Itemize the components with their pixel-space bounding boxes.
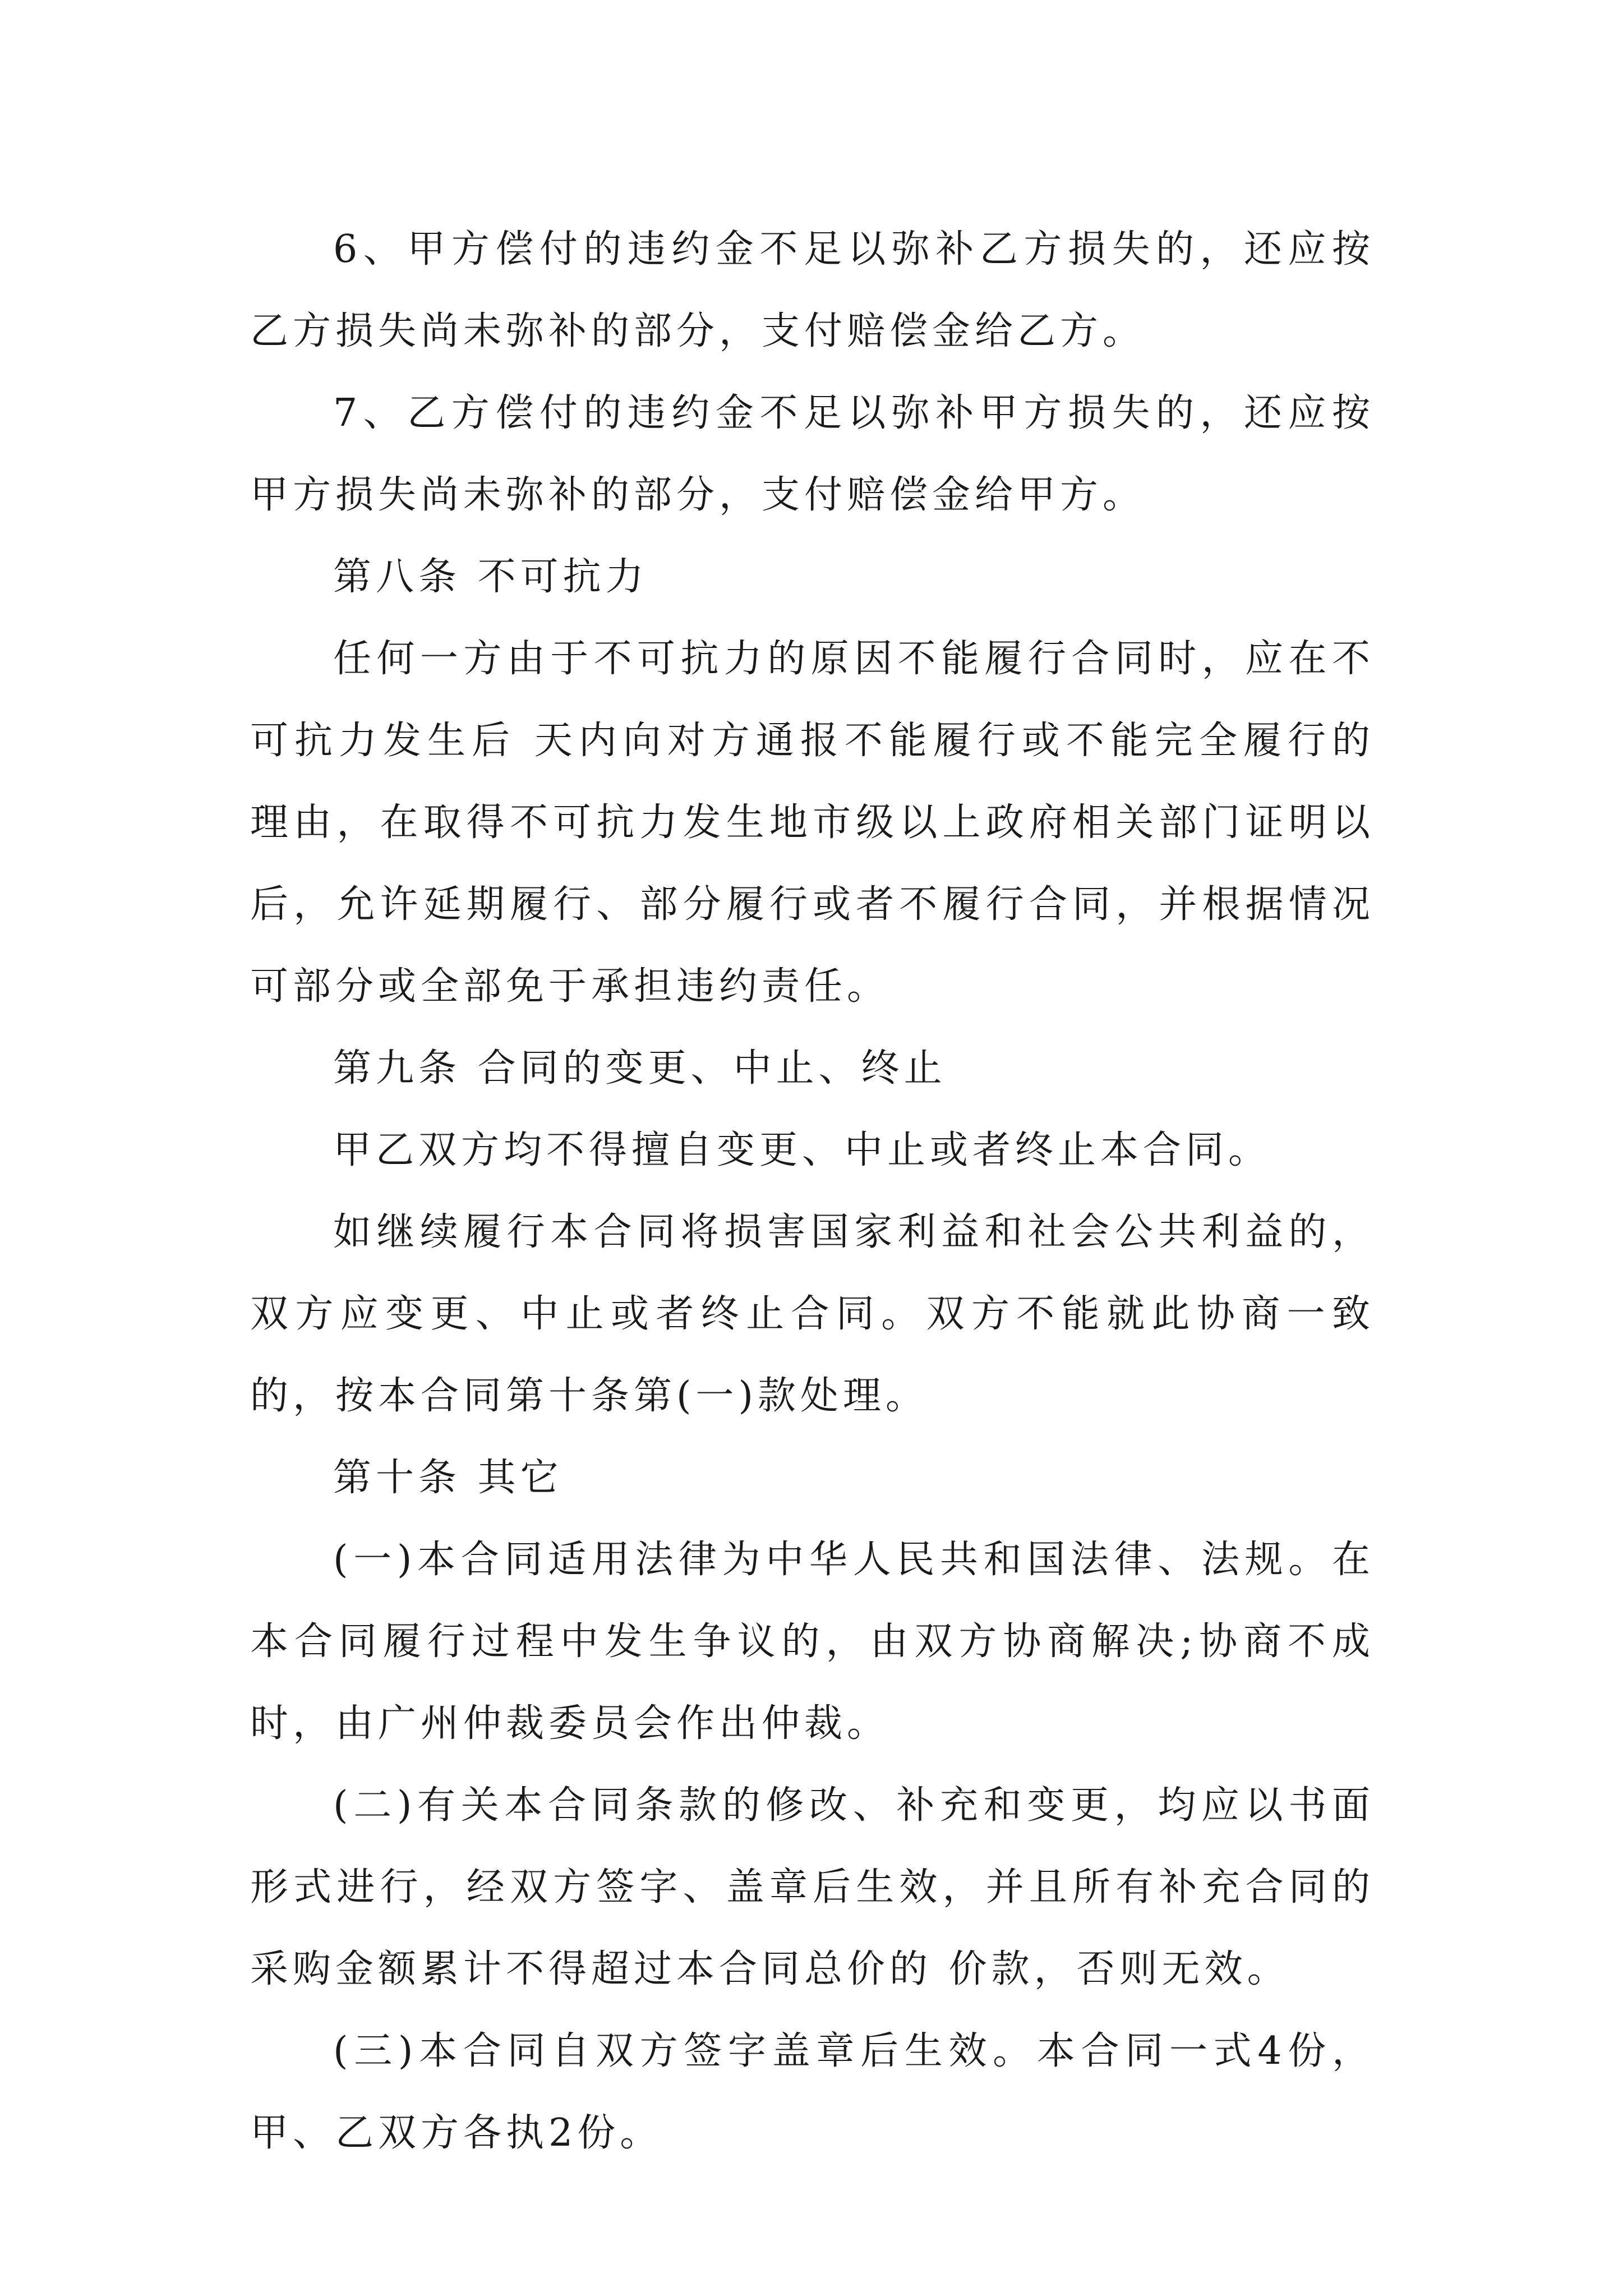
paragraph-amendments: (二)有关本合同条款的修改、补充和变更，均应以书面形式进行，经双方签字、盖章后生效，并且所有补充合同的采购金额累计不得超过本合同总价的 价款，否则无效。 [250,1783,1375,1991]
document-body [250,209,1375,2174]
paragraph-effectiveness: (三)本合同自双方签字盖章后生效。本合同一式4份，甲、乙双方各执2份。 [250,2029,1375,2155]
paragraph-clause-6: 6、甲方偿付的违约金不足以弥补乙方损失的，还应按乙方损失尚未弥补的部分，支付赔偿金给乙方。 [250,227,1375,353]
paragraph-no-unilateral-change: 甲乙双方均不得擅自变更、中止或者终止本合同。 [333,1128,1271,1172]
heading-article-9: 第九条 合同的变更、中止、终止 [333,1046,947,1091]
paragraph-clause-7: 7、乙方偿付的违约金不足以弥补甲方损失的，还应按甲方损失尚未弥补的部分，支付赔偿金给甲方。 [250,391,1375,517]
heading-article-10: 第十条 其它 [333,1456,563,1500]
paragraph-public-interest: 如继续履行本合同将损害国家利益和社会公共利益的，双方应变更、中止或者终止合同。双方不能就此协商一致的，按本合同第十条第(一)款处理。 [250,1210,1375,1418]
paragraph-force-majeure: 任何一方由于不可抗力的原因不能履行合同时，应在不可抗力发生后 天内向对方通报不能履行或不能完全履行的理由，在取得不可抗力发生地市级以上政府相关部门证明以后，允许延期履行、部分履行或者不履行合同，并根据情况可部分或全部免于承担违约责任。 [250,637,1375,1009]
paragraph-governing-law: (一)本合同适用法律为中华人民共和国法律、法规。在本合同履行过程中发生争议的，由双方协商解决;协商不成时，由广州仲裁委员会作出仲裁。 [250,1538,1375,1746]
heading-article-8: 第八条 不可抗力 [333,555,648,599]
